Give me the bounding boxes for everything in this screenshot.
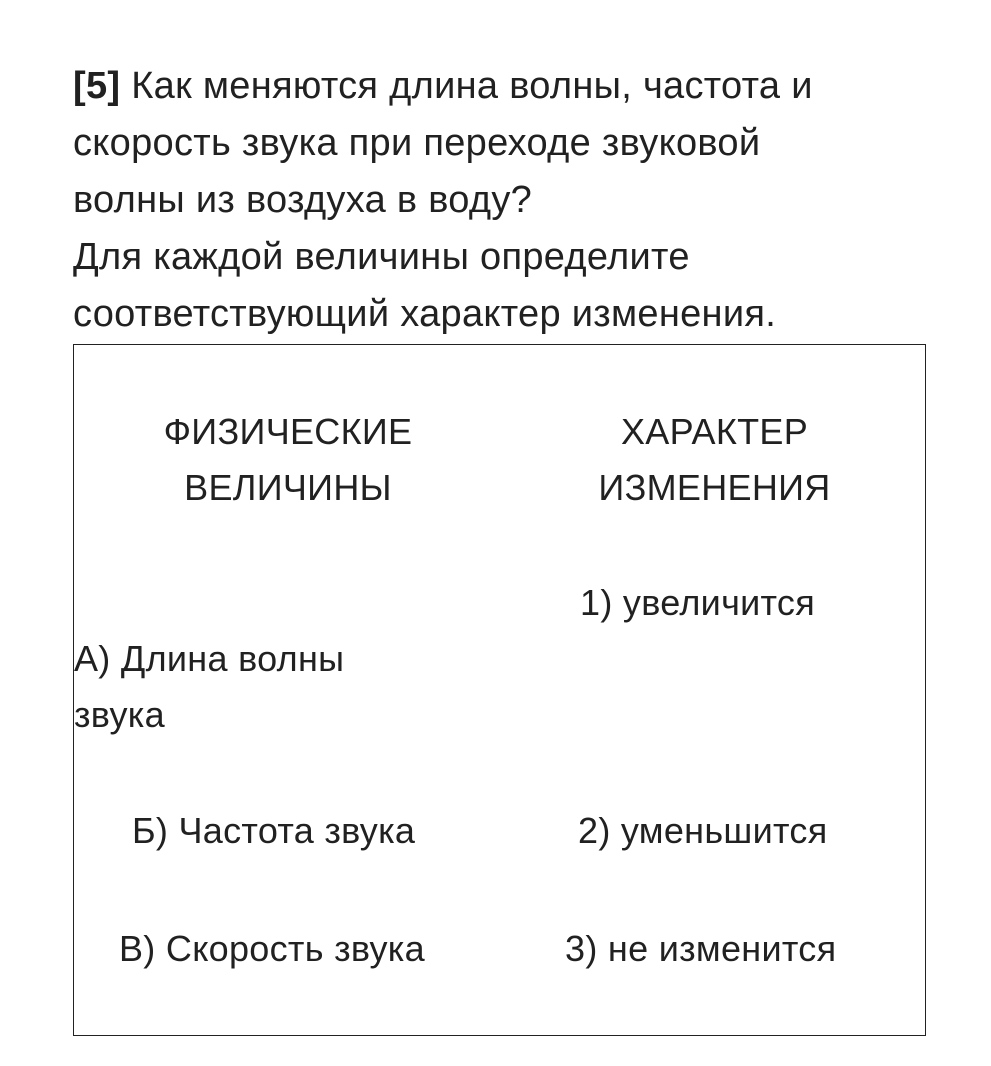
item-a-line-2: звука xyxy=(74,694,165,735)
question-line-1-text: Как меняются длина волны, частота и xyxy=(131,65,813,107)
question-line-3: волны из воздуха в воду? xyxy=(73,179,533,221)
question-line-4: Для каждой величины определите xyxy=(73,236,690,278)
header-left-line-2: ВЕЛИЧИНЫ xyxy=(184,467,392,508)
option-1: 1) увеличится xyxy=(580,582,816,623)
question-line-5: соответствующий характер изменения. xyxy=(73,293,777,335)
item-a xyxy=(74,631,414,743)
question-line-1 xyxy=(73,58,953,115)
item-b: Б) Частота звука xyxy=(132,810,416,851)
question-number: [5] xyxy=(73,65,121,107)
question-text xyxy=(73,58,953,343)
question-line-2: скорость звука при переходе звуковой xyxy=(73,122,761,164)
option-3: 3) не изменится xyxy=(565,928,837,969)
header-change-character xyxy=(502,404,927,516)
header-right-line-1: ХАРАКТЕР xyxy=(620,411,809,452)
item-a-line-1: А) Длина волны xyxy=(74,638,345,679)
header-left-line-1: ФИЗИЧЕСКИЕ xyxy=(163,411,413,452)
matching-table xyxy=(73,344,926,1036)
item-c: В) Скорость звука xyxy=(119,928,425,969)
header-physical-quantities xyxy=(74,404,502,516)
header-right-line-2: ИЗМЕНЕНИЯ xyxy=(598,467,831,508)
option-2: 2) уменьшится xyxy=(578,810,828,851)
